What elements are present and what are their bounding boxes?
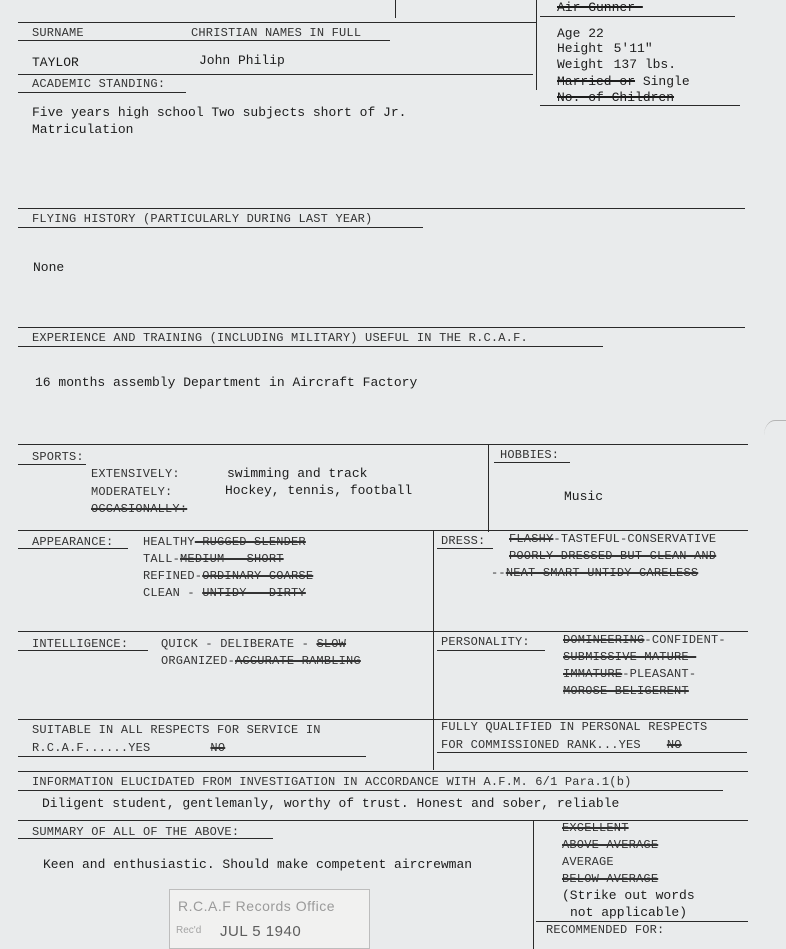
christian-names-label: CHRISTIAN NAMES IN FULL <box>191 26 362 40</box>
married-row <box>557 74 690 89</box>
academic-label: ACADEMIC STANDING: <box>32 77 166 91</box>
appearance-ordinary-strike: ORDINARY-COARSE <box>202 569 314 583</box>
weight-row <box>557 57 676 72</box>
rule-appearance-top <box>18 530 748 531</box>
rule-sports-top <box>18 444 748 445</box>
hobbies-value: Music <box>564 489 604 504</box>
rule-recommended-top <box>536 921 748 922</box>
dress-flashy-strike: FLASHY <box>509 532 554 546</box>
rule-sports-under <box>18 464 86 465</box>
rule-flying-top <box>18 208 745 209</box>
rule-dress-under <box>437 548 493 549</box>
rule-vitals-bottom <box>540 105 740 106</box>
personality-line-3 <box>563 667 696 681</box>
rule-information-top <box>18 771 748 772</box>
intelligence-quick: QUICK - DELIBERATE - <box>161 637 317 651</box>
records-office-stamp <box>169 889 370 949</box>
stamp-recd: Rec'd <box>176 925 202 936</box>
children-strike: No.-of-Children <box>557 90 675 105</box>
dress-line-2-strike: POORLY-DRESSED-BUT-CLEAN-AND <box>509 549 717 563</box>
appearance-clean: CLEAN - <box>143 586 203 600</box>
rule-top-right <box>540 16 735 17</box>
dress-label: DRESS: <box>441 534 486 548</box>
rating-below-average-strike: BELOW-AVERAGE <box>562 872 659 886</box>
height-label: Height <box>557 41 604 56</box>
dress-line-3 <box>491 566 698 580</box>
intelligence-slow-strike: SLOW <box>316 637 347 651</box>
experience-label: EXPERIENCE AND TRAINING (INCLUDING MILITARY) USEFUL IN THE R.C.A.F. <box>32 331 528 345</box>
age-row <box>557 26 604 41</box>
vrule-hobbies <box>488 444 489 532</box>
recommended-for-label: RECOMMENDED FOR: <box>546 923 665 937</box>
appearance-medium-strike: MEDIUM---SHORT <box>180 552 284 566</box>
rule-suitable-under <box>18 756 366 757</box>
rule-hobbies-under <box>494 462 570 463</box>
rule-intelligence-top <box>18 631 748 632</box>
personality-immature-strike: IMMATURE <box>563 667 623 681</box>
rule-personality-under <box>437 650 545 651</box>
vrule-dress <box>433 530 434 770</box>
rating-above-average-strike: ABOVE-AVERAGE <box>562 838 659 852</box>
rating-note-line-2: not applicable) <box>570 905 688 920</box>
experience-value: 16 months assembly Department in Aircraft Factory <box>35 375 418 390</box>
vrule-rating <box>533 820 534 949</box>
rule-experience-top <box>18 327 745 328</box>
rule-experience-under <box>18 346 603 347</box>
sports-label: SPORTS: <box>32 450 84 464</box>
suitable-yes: R.C.A.F......YES <box>32 741 151 755</box>
height-value: 5'11" <box>613 41 653 56</box>
rule-surname-top <box>18 22 536 23</box>
qualified-yes: FOR COMMISSIONED RANK...YES <box>441 738 641 752</box>
appearance-line-2 <box>143 552 284 566</box>
suitable-no-strike: NO <box>210 741 226 755</box>
flying-history-value: None <box>33 260 65 275</box>
hobbies-label: HOBBIES: <box>500 448 560 462</box>
flying-history-label: FLYING HISTORY (PARTICULARLY DURING LAST YEAR) <box>32 212 373 226</box>
sports-moderately-value: Hockey, tennis, football <box>225 483 413 498</box>
appearance-untidy-strike: UNTIDY---DIRTY <box>202 586 306 600</box>
rule-surname-under <box>18 40 390 41</box>
appearance-refined: REFINED- <box>143 569 203 583</box>
personality-label: PERSONALITY: <box>441 635 530 649</box>
personality-line-2-strike: SUBMISSIVE-MATURE- <box>563 650 697 664</box>
appearance-line-1 <box>143 535 306 549</box>
rule-academic-under <box>18 92 186 93</box>
rule-flying-under <box>18 227 423 228</box>
dress-neat-strike: NEAT-SMART-UNTIDY-CARELESS <box>505 566 699 580</box>
personality-line-1 <box>563 633 726 647</box>
age-value: 22 <box>588 26 604 41</box>
surname-label: SURNAME <box>32 26 84 40</box>
suitable-line-1: SUITABLE IN ALL RESPECTS FOR SERVICE IN <box>32 723 321 737</box>
dress-tasteful: -TASTEFUL-CONSERVATIVE <box>553 532 717 546</box>
appearance-line-4 <box>143 586 306 600</box>
intelligence-accurate-strike: ACCURATE-RAMBLING <box>235 654 361 668</box>
stamp-date: JUL 5 1940 <box>220 923 302 940</box>
rule-qualified-under <box>437 752 747 753</box>
appearance-label: APPEARANCE: <box>32 535 114 549</box>
summary-label: SUMMARY OF ALL OF THE ABOVE: <box>32 825 240 839</box>
rating-excellent-strike: EXCELLENT <box>562 821 629 835</box>
stamp-records-office: R.C.A.F Records Office <box>178 898 336 914</box>
intelligence-line-1 <box>161 637 346 651</box>
appearance-rugged-strike: -RUGGED-SLENDER <box>194 535 306 549</box>
information-label: INFORMATION ELUCIDATED FROM INVESTIGATION IN ACCORDANCE WITH A.F.M. 6/1 Para.1(b) <box>32 775 632 789</box>
rating-average: AVERAGE <box>562 855 614 869</box>
personality-line-4-strike: MOROSE-BELIGERENT <box>563 684 689 698</box>
weight-label: Weight <box>557 57 604 72</box>
sports-extensively-value: swimming and track <box>227 466 368 481</box>
intelligence-line-2 <box>161 654 361 668</box>
qualified-line-1: FULLY QUALIFIED IN PERSONAL RESPECTS <box>441 720 708 734</box>
weight-value: 137 lbs. <box>613 57 677 72</box>
intelligence-label: INTELLIGENCE: <box>32 637 129 651</box>
appearance-healthy: HEALTHY <box>143 535 195 549</box>
page-edge-mark <box>764 420 786 451</box>
personality-domineering-strike: DOMINEERING <box>563 633 645 647</box>
sports-extensively-label: EXTENSIVELY: <box>91 467 180 481</box>
information-value: Diligent student, gentlemanly, worthy of trust. Honest and sober, reliable <box>42 796 620 811</box>
surname-value: TAYLOR <box>32 55 79 70</box>
rule-summary-top <box>18 820 748 821</box>
dress-dash: -- <box>491 566 506 580</box>
age-label: Age <box>557 26 581 41</box>
appearance-tall: TALL- <box>143 552 181 566</box>
qualified-no-strike: NO <box>666 738 682 752</box>
rating-note-line-1: (Strike out words <box>562 888 695 903</box>
top-strike-air-gunner: Air-Gunner- <box>557 0 643 15</box>
vrule-top-b <box>536 0 537 90</box>
sports-moderately-label: MODERATELY: <box>91 485 173 499</box>
sports-occasionally-strike: OCCASIONALLY: <box>91 502 188 516</box>
intelligence-organized: ORGANIZED- <box>161 654 236 668</box>
married-value: Single <box>642 74 690 89</box>
rule-information-under <box>18 790 723 791</box>
rule-academic-top <box>18 74 533 75</box>
personality-pleasant: -PLEASANT- <box>622 667 697 681</box>
academic-line-2: Matriculation <box>32 122 134 137</box>
academic-line-1: Five years high school Two subjects short of Jr. <box>32 105 407 120</box>
christian-names-value: John Philip <box>199 53 285 68</box>
qualified-line-2 <box>441 738 682 752</box>
married-strike: Married-or <box>557 74 636 89</box>
suitable-line-2 <box>32 741 225 755</box>
dress-line-1 <box>509 532 716 546</box>
height-row <box>557 41 653 56</box>
summary-value: Keen and enthusiastic. Should make competent aircrewman <box>43 857 473 872</box>
personality-confident: -CONFIDENT- <box>644 633 726 647</box>
appearance-line-3 <box>143 569 313 583</box>
vrule-top-a <box>395 0 396 18</box>
